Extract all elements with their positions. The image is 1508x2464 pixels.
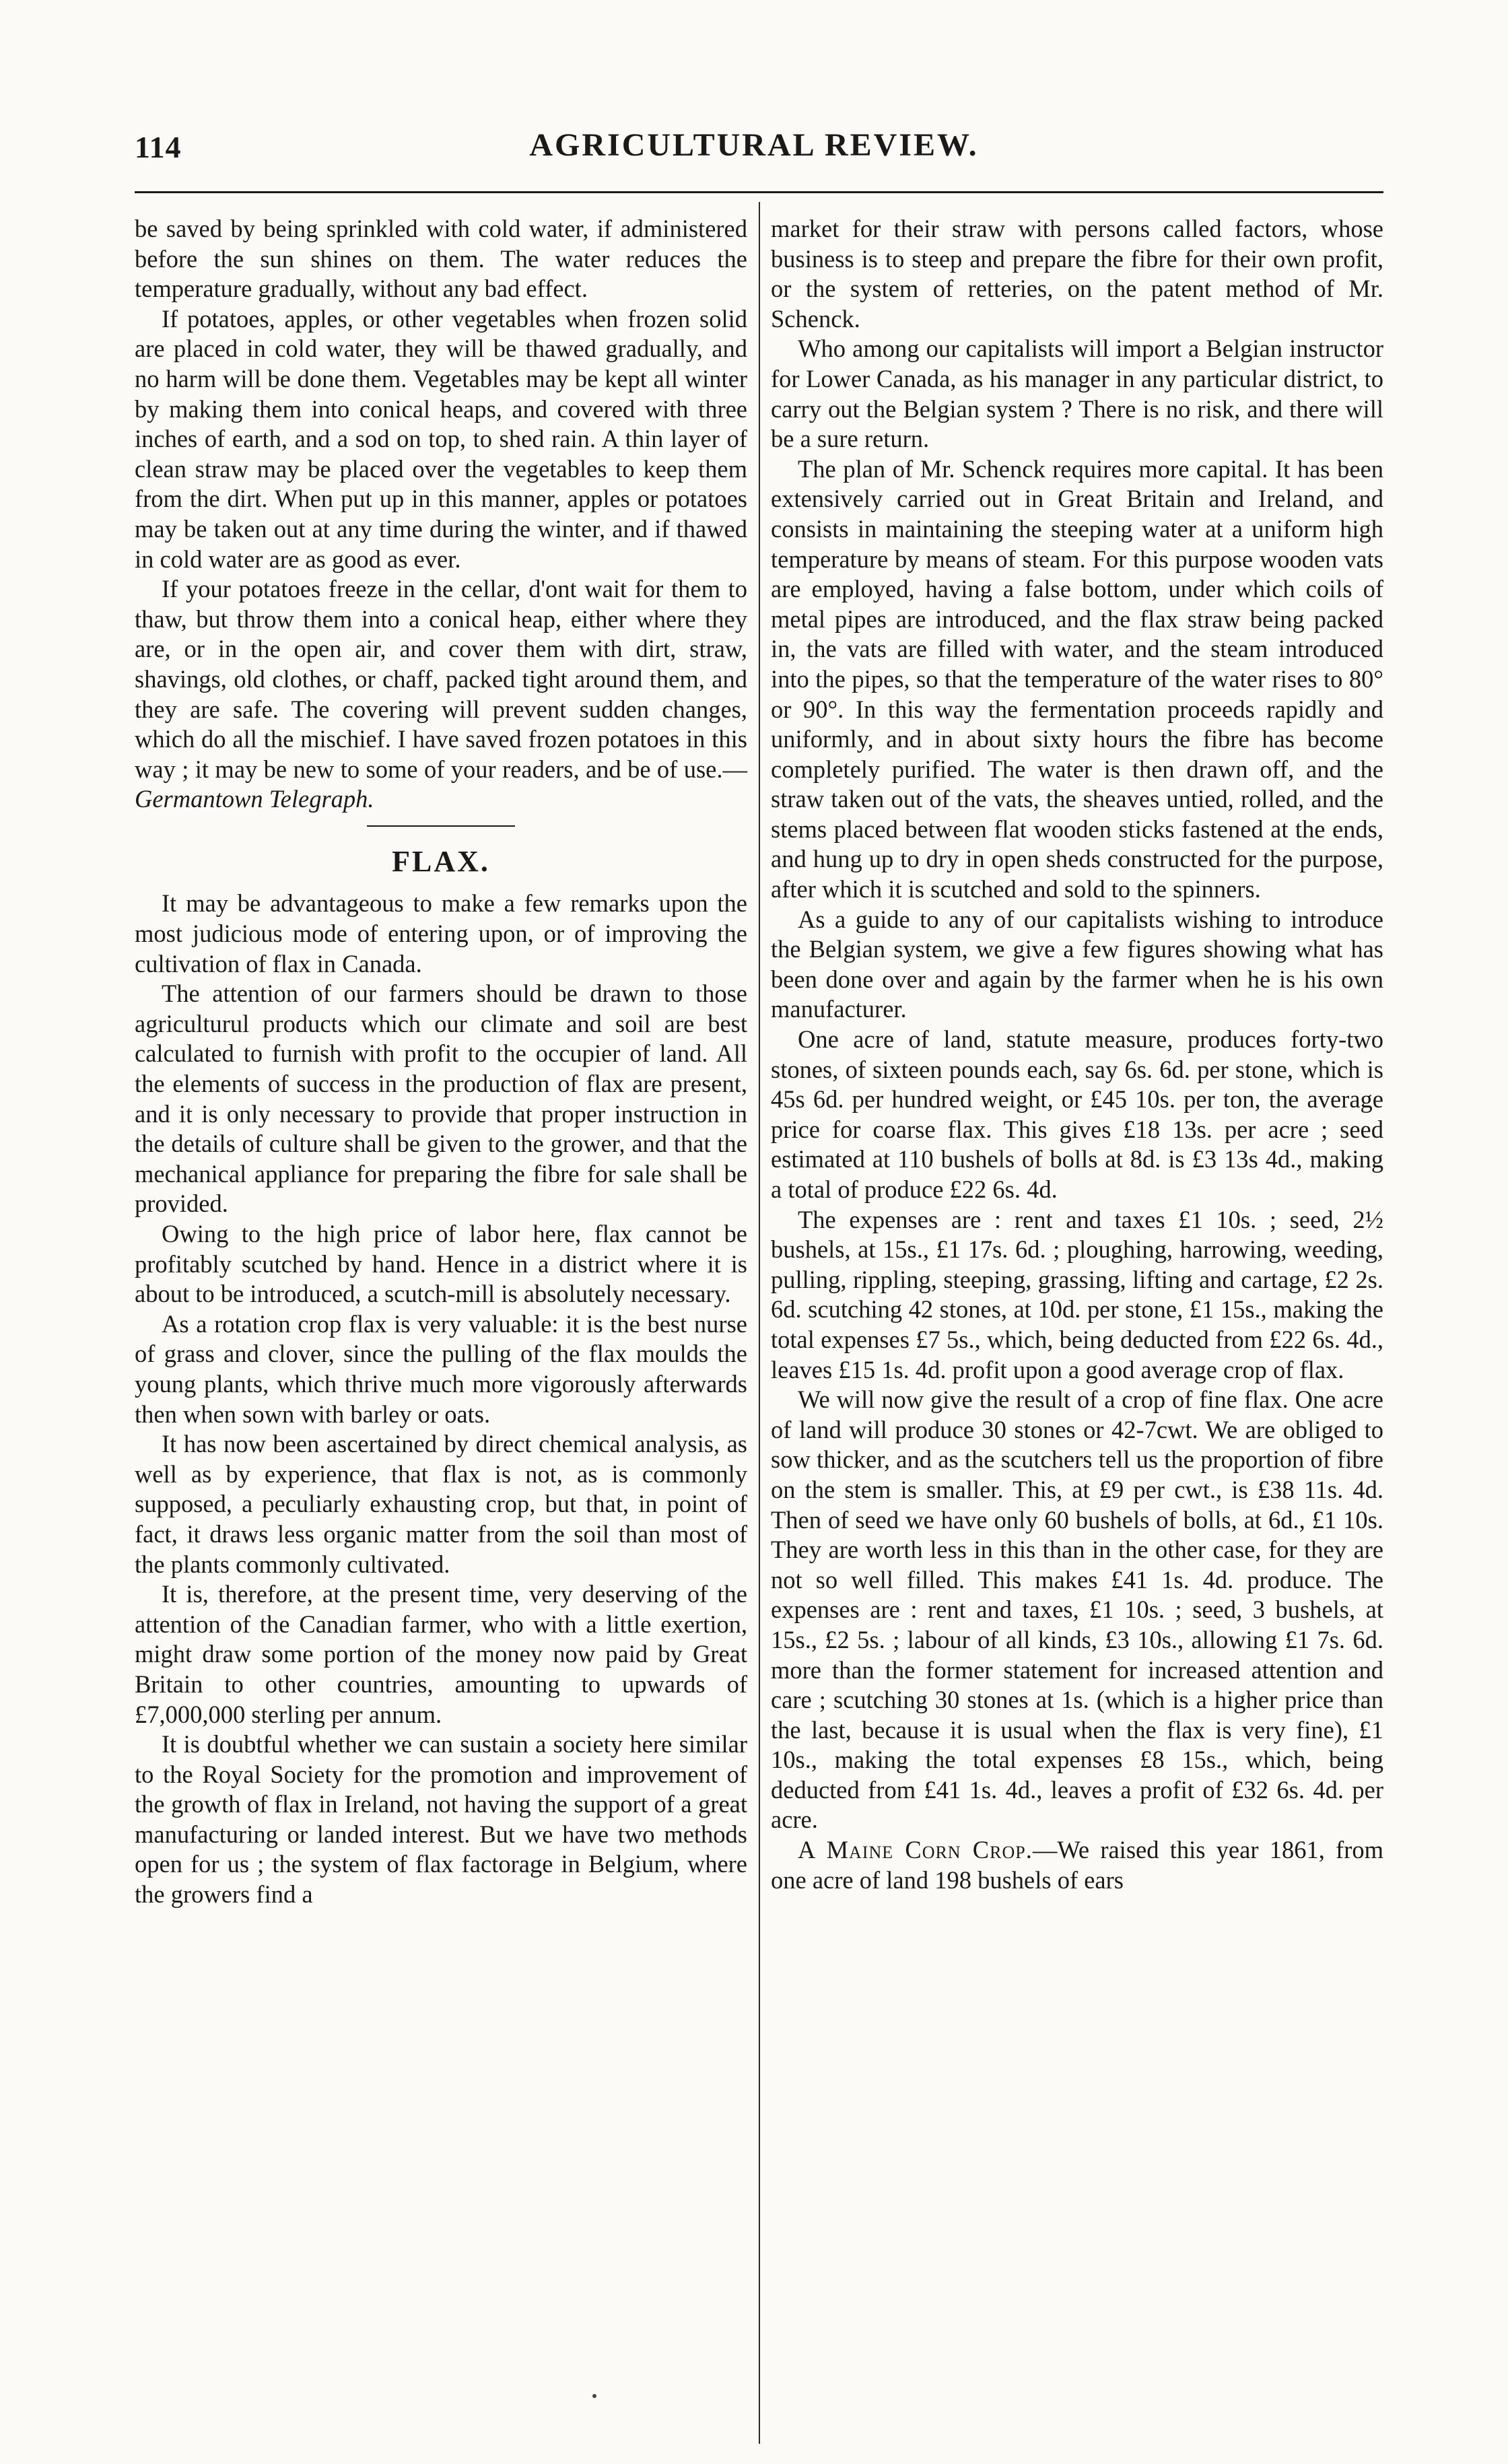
right-column: [771, 214, 1383, 1895]
print-mark: [592, 2394, 596, 2398]
article-heading: A Maine Corn Crop.: [798, 1836, 1033, 1864]
section-title: FLAX.: [392, 844, 490, 878]
paragraph: It is, therefore, at the present time, very deserving of the attention of the Canadian farmer, who with a little exertion, might draw some portion of the money now paid by Great Britain to other countries, amounting to upwards of £7,000,000 sterling per annum.: [135, 1580, 747, 1728]
paragraph: It may be advantageous to make a few remarks upon the most judicious mode of entering upon, or of improving the cultivation of flax in Canada.: [135, 889, 747, 978]
paragraph: Who among our capitalists will import a Belgian instructor for Lower Canada, as his manager in any particular district, to carry out the Belgian system ? There is no risk, and there will be a sure return.: [771, 335, 1383, 453]
page-number: 114: [135, 130, 182, 164]
paragraph: [135, 574, 747, 815]
paragraph: market for their straw with persons called factors, whose business is to steep and prepare the fibre for their own profit, or the system of retteries, on the patent method of Mr. Schenck.: [771, 215, 1383, 333]
paragraph: As a rotation crop flax is very valuable: it is the best nurse of grass and clover, since the pulling of the flax moulds the young plants, which thrive much more vigorously afterwards then when sown with barley or oats.: [135, 1309, 747, 1428]
paragraph-text: If your potatoes freeze in the cellar, d'ont wait for them to thaw, but throw them into a conical heap, either where they are, or in the open air, and cover them with dirt, straw, shavings, old clothes, or chaff, packed tight around them, and they are safe. The covering will prevent sudden changes, which do all the mischief. I have saved frozen potatoes in this way ; it may be new to some of your readers, and be of use.—: [135, 575, 747, 783]
header-rule: [135, 191, 1383, 193]
left-column: [135, 214, 747, 1910]
paragraph: [771, 1835, 1383, 1895]
paragraph: Owing to the high price of labor here, flax cannot be profitably scutched by hand. Hence in a district where it is about to be introduced, a scutch-mill is absolutely necessary.: [135, 1220, 747, 1308]
paragraph: We will now give the result of a crop of fine flax. One acre of land will produce 30 stones or 42-7cwt. We are obliged to sow thicker, and as the scutchers tell us the proportion of fibre on the stem is smaller. This, at £9 per cwt., is £38 11s. 4d. Then of seed we have only 60 bushels of bolls, at 6d., £1 10s. They are worth less in this than in the other case, for they are not so well filled. This makes £41 1s. 4d. produce. The expenses are : rent and taxes, £1 10s. ; seed, 3 bushels, at 15s., £2 5s. ; labour of all kinds, £3 10s., allowing £1 7s. 6d. more than the former statement for increased attention and care ; scutching 30 stones at 1s. (which is a higher price than the last, because it is usual when the flax is very fine), £1 10s., making the total expenses £8 15s., which, being deducted from £41 1s. 4d., leaves a profit of £32 6s. 4d. per acre.: [771, 1385, 1383, 1834]
paragraph-text: —We raised this year 1861, from one acre of land 198 bushels of ears: [771, 1836, 1384, 1894]
column-divider: [759, 202, 760, 2444]
paragraph: As a guide to any of our capitalists wishing to introduce the Belgian system, we give a few figures showing what has been done over and again by the farmer when he is his own manufacturer.: [771, 905, 1383, 1023]
paragraph: It has now been ascertained by direct chemical analysis, as well as by experience, that flax is not, as is commonly supposed, a peculiarly exhausting crop, but that, in point of fact, it draws less organic matter from the soil than most of the plants commonly cultivated.: [135, 1430, 747, 1578]
paragraph: The attention of our farmers should be drawn to those agriculturul products which our climate and soil are best calculated to furnish with profit to the occupier of land. All the elements of success in the production of flax are present, and it is only necessary to provide that proper instruction in the details of culture shall be given to the grower, and that the mechanical appliance for preparing the fibre for sale shall be provided.: [135, 980, 747, 1218]
paragraph: One acre of land, statute measure, produces forty-two stones, of sixteen pounds each, say 6s. 6d. per stone, which is 45s 6d. per hundred weight, or £45 10s. per ton, the average price for coarse flax. This gives £18 13s. per acre ; seed estimated at 110 bushels of bolls at 8d. is £3 13s 4d., making a total of produce £22 6s. 4d.: [771, 1025, 1383, 1203]
paragraph: The plan of Mr. Schenck requires more capital. It has been extensively carried out in Great Britain and Ireland, and consists in maintaining the steeping water at a uniform high temperature by means of steam. For this purpose wooden vats are employed, having a false bottom, under which coils of metal pipes are introduced, and the flax straw being packed in, the vats are filled with water, and the steam introduced into the pipes, so that the temperature of the water rises to 80° or 90°. In this way the fermentation proceeds rapidly and uniformly, and in about sixty hours the fibre has become completely purified. The water is then drawn off, and the straw taken out of the vats, the sheaves untied, rolled, and the stems placed between flat wooden sticks fastened at the ends, and hung up to dry in open sheds constructed for the purpose, after which it is scutched and sold to the spinners.: [771, 454, 1383, 903]
source-credit: Germantown Telegraph.: [135, 785, 374, 813]
running-title: AGRICULTURAL REVIEW.: [529, 127, 979, 163]
paragraph: be saved by being sprinkled with cold water, if administered before the sun shines on them. The water reduces the temperature gradually, without any bad effect.: [135, 215, 747, 303]
paragraph: The expenses are : rent and taxes £1 10s. ; seed, 2½ bushels, at 15s., £1 17s. 6d. ; ploughing, harrowing, weeding, pulling, rippling, steeping, grassing, lifting and cartage, £2 2s. 6d. scutching 42 stones, at 10d. per stone, £1 15s., making the total expenses £7 5s., which, being deducted from £22 6s. 4d., leaves £15 1s. 4d. profit upon a good average crop of flax.: [771, 1205, 1383, 1383]
paragraph: It is doubtful whether we can sustain a society here similar to the Royal Society for the promotion and improvement of the growth of flax in Ireland, not having the support of a great manufacturing or landed interest. But we have two methods open for us ; the system of flax factorage in Belgium, where the growers find a: [135, 1730, 747, 1909]
paragraph: If potatoes, apples, or other vegetables when frozen solid are placed in cold water, they will be thawed gradually, and no harm will be done them. Vegetables may be kept all winter by making them into conical heaps, and covered with three inches of earth, and a sod on top, to shed rain. A thin layer of clean straw may be placed over the vegetables to keep them from the dirt. When put up in this manner, apples or potatoes may be taken out at any time during the winter, and if thawed in cold water are as good as ever.: [135, 304, 747, 573]
section-separator: [367, 825, 515, 827]
